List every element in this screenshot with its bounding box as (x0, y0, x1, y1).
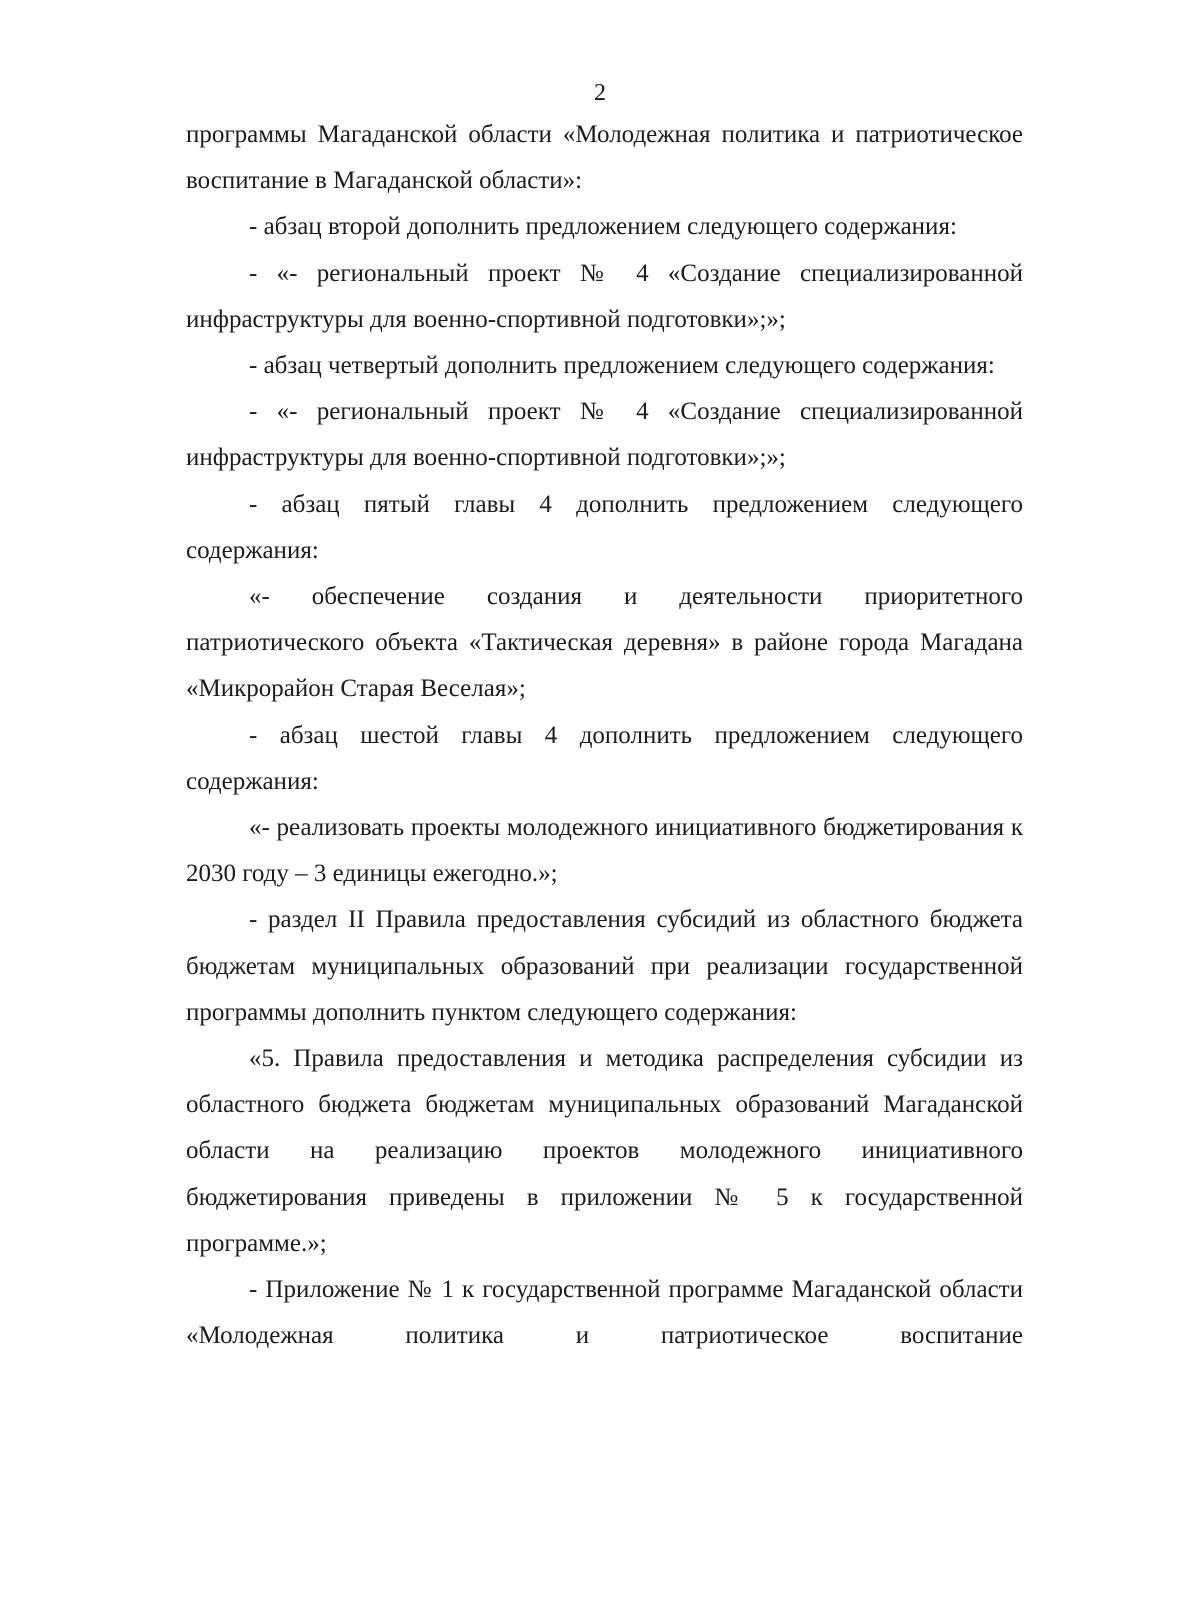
text-line: инфраструктуры для военно-спортивной подготовки»;»; (186, 305, 786, 333)
page-number: 2 (594, 80, 606, 106)
paragraph (186, 805, 1023, 897)
paragraph (186, 389, 1023, 481)
paragraph (186, 204, 1023, 250)
text-line: - абзац пятый главы 4 дополнить предложением следующего (249, 490, 1023, 518)
paragraph (186, 251, 1023, 343)
text-line: - «- региональный проект № 4 «Создание специализированной (249, 398, 1023, 426)
document-body (186, 112, 1023, 1359)
text-line: содержания: (862, 352, 995, 380)
text-line: бюджета бюджетам муниципальных образований при реализации (186, 906, 1023, 980)
paragraph (186, 574, 1023, 713)
text-line: инициативного бюджетирования приведены в приложении № 5 (186, 1137, 1023, 1211)
text-line: области «Молодежная политика и патриотическое воспитание (186, 1276, 1023, 1350)
paragraph (186, 112, 1023, 204)
text-line: бюджетирования к 2030 году – 3 единицы ежегодно.»; (186, 814, 1023, 888)
paragraph (186, 713, 1023, 805)
text-line: «- реализовать проекты молодежного инициативного (249, 814, 817, 842)
text-line: содержания: (186, 536, 319, 564)
text-line: - абзац шестой главы 4 дополнить предложением следующего (249, 721, 1023, 749)
text-line: к государственной программе.»; (186, 1183, 1024, 1257)
text-line: - «- региональный проект № 4 «Создание специализированной (249, 259, 1023, 287)
text-line: «5. Правила предоставления и методика распределения субсидии (249, 1045, 987, 1073)
paragraph (186, 482, 1023, 574)
paragraph (186, 1267, 1023, 1359)
text-line: патриотического объекта «Тактическая деревня» в районе города (186, 629, 910, 657)
text-line: Магадана «Микрорайон Старая Веселая»; (186, 629, 1024, 703)
paragraph (186, 1036, 1023, 1267)
text-line: «- обеспечение создания и деятельности приоритетного (249, 583, 1023, 611)
text-line: из областного бюджета бюджетам муниципальных образований (186, 1045, 1023, 1119)
text-line: Магаданской области на реализацию проектов молодежного (186, 1091, 1023, 1165)
text-line: содержания: (664, 998, 797, 1026)
text-line: государственной программы дополнить пунктом следующего (186, 952, 1024, 1026)
paragraph (186, 343, 1023, 389)
text-line: и патриотическое воспитание в Магаданской области»: (186, 121, 1023, 195)
text-line: программы Магаданской области «Молодежная политика (186, 121, 821, 148)
text-line: - абзац четвертый дополнить предложением следующего (249, 352, 856, 380)
text-line: содержания: (186, 767, 319, 795)
text-line: - абзац второй дополнить предложением следующего содержания: (249, 213, 957, 241)
text-line: - раздел II Правила предоставления субсидий из областного (249, 906, 920, 934)
text-line: инфраструктуры для военно-спортивной подготовки»;»; (186, 444, 786, 472)
text-line: - Приложение № 1 к государственной программе Магаданской (249, 1276, 932, 1304)
paragraph (186, 897, 1023, 1036)
